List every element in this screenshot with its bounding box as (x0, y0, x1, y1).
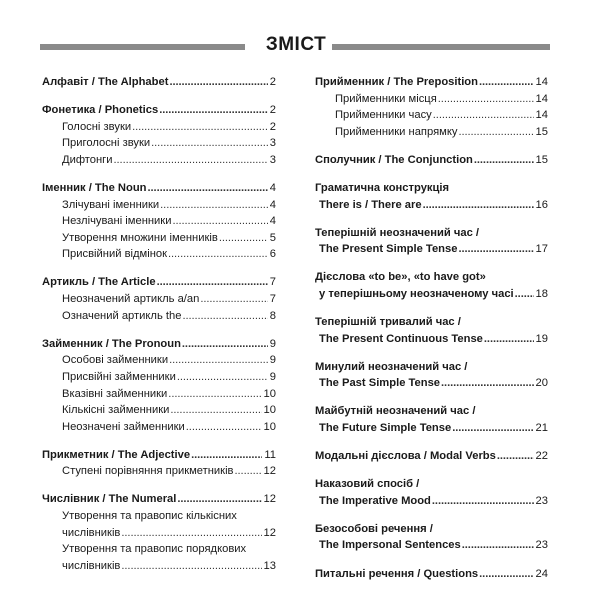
page-number: 2 (269, 104, 276, 117)
toc-entry-title: Фонетика / Phonetics (42, 104, 159, 117)
toc-section (42, 180, 276, 263)
toc-section (315, 359, 548, 392)
page-number: 12 (263, 465, 276, 478)
page-number: 13 (263, 559, 276, 572)
toc-entry-title: числівників (62, 559, 121, 572)
toc-section (315, 403, 548, 436)
toc-entry-title: Неозначені займенники (62, 420, 185, 433)
toc-entry[interactable] (42, 102, 276, 119)
toc-entry-title: Іменник / The Noun (42, 181, 147, 194)
dot-leader (432, 493, 534, 510)
dot-leader (177, 369, 268, 386)
dot-leader (114, 152, 268, 169)
toc-subentry[interactable] (315, 124, 548, 141)
toc-entry-title: Кількісні займенники (62, 404, 170, 417)
toc-entry[interactable] (42, 447, 276, 464)
page-number: 17 (535, 243, 548, 256)
toc-entry-title: Займенник / The Pronoun (42, 337, 181, 350)
toc-entry-title: The Past Simple Tense (319, 377, 441, 390)
toc-entry[interactable] (315, 566, 548, 583)
toc-entry-title: у теперішньому неозначеному часі (319, 287, 514, 300)
dot-leader (121, 558, 261, 575)
toc-entry-title-line: Граматична конструкція (315, 181, 450, 194)
toc-subentry[interactable] (42, 558, 276, 575)
toc-entry-title: There is / There are (319, 198, 422, 211)
toc-column-left (42, 74, 276, 586)
toc-entry-title: The Impersonal Sentences (319, 539, 461, 552)
dot-leader (186, 419, 262, 436)
toc-entry-title: Прийменники місця (335, 92, 437, 105)
page-number: 4 (269, 215, 276, 228)
page-number: 21 (535, 422, 548, 434)
toc-entry[interactable] (315, 375, 548, 392)
page-number: 2 (269, 76, 276, 88)
toc-entry-title: The Present Simple Tense (319, 243, 458, 256)
page-number: 10 (263, 420, 276, 433)
dot-leader (182, 308, 267, 325)
toc-entry-title: Вказівні займенники (62, 387, 168, 400)
page-number: 15 (535, 153, 548, 166)
toc-entry[interactable] (315, 241, 548, 258)
toc-entry-title: Прийменник / The Preposition (315, 76, 478, 88)
dot-leader (452, 420, 533, 437)
toc-entry-title: Прийменники часу (335, 109, 432, 122)
toc-section (42, 491, 276, 574)
dot-leader (157, 274, 268, 291)
toc-entry-title: Сполучник / The Conjunction (315, 153, 473, 166)
toc-subentry[interactable] (42, 119, 276, 136)
page-number: 4 (269, 198, 276, 211)
toc-subentry[interactable] (42, 419, 276, 436)
dot-leader (235, 463, 262, 480)
page-number: 9 (269, 337, 276, 350)
page-number: 10 (263, 387, 276, 400)
dot-leader (462, 537, 534, 554)
dot-leader (132, 119, 268, 136)
toc-section (315, 476, 548, 509)
toc-subentry[interactable] (42, 308, 276, 325)
toc-entry[interactable] (315, 197, 548, 214)
toc-section (315, 269, 548, 302)
page-title: ЗМІСТ (265, 34, 327, 55)
dot-leader (168, 246, 268, 263)
toc-section (42, 336, 276, 436)
toc-section (315, 521, 548, 554)
toc-section (315, 152, 548, 169)
page-number: 16 (535, 198, 548, 211)
toc-entry-title: Ступені порівняння прикметників (62, 465, 234, 478)
page-number: 7 (269, 276, 276, 289)
toc-entry-title: Утворення множини іменників (62, 231, 218, 244)
toc-entry-title: Приголосні звуки (62, 137, 151, 150)
toc-entry-title-line: Утворення та правопис кількісних (62, 510, 237, 523)
page-number: 18 (535, 287, 548, 300)
toc-subentry[interactable] (42, 246, 276, 263)
page-number: 4 (269, 181, 276, 194)
page-number: 6 (269, 248, 276, 261)
page-number: 23 (535, 539, 548, 552)
page-number: 14 (535, 109, 548, 122)
toc-section (42, 74, 276, 91)
toc-subentry[interactable] (42, 135, 276, 152)
page-number: 3 (269, 137, 276, 150)
header-rule-left (40, 44, 245, 50)
toc-section (315, 225, 548, 258)
toc-subentry[interactable] (42, 352, 276, 369)
toc-entry-title: Прийменники напрямку (335, 125, 458, 138)
toc-entry-title: Особові займенники (62, 354, 169, 367)
toc-entry-title: Незлічувані іменники (62, 215, 172, 228)
dot-leader (458, 241, 533, 258)
toc-entry-title: Неозначений артикль a/an (62, 293, 200, 306)
toc-section (315, 180, 548, 213)
dot-leader (474, 152, 534, 169)
dot-leader (219, 230, 268, 247)
page-number: 20 (535, 377, 548, 390)
toc-entry[interactable] (315, 420, 548, 437)
page-number: 15 (535, 125, 548, 138)
toc-entry-title-line: Теперішній тривалий час / (315, 316, 461, 329)
dot-leader (479, 74, 534, 91)
toc-entry[interactable] (315, 537, 548, 554)
page-number: 9 (269, 370, 276, 383)
dot-leader (433, 107, 534, 124)
dot-leader (148, 180, 268, 197)
page-number: 12 (263, 493, 276, 506)
page-number: 8 (269, 309, 276, 322)
contents-header (40, 32, 550, 60)
toc-entry-title: числівників (62, 526, 121, 539)
toc-subentry[interactable] (42, 291, 276, 308)
toc-entry-title-line: Безособові речення / (315, 522, 433, 535)
page-number: 22 (535, 450, 548, 463)
toc-entry[interactable] (42, 180, 276, 197)
toc-section (315, 74, 548, 140)
dot-leader (497, 448, 534, 465)
dot-leader (458, 124, 533, 141)
toc-entry[interactable] (315, 286, 548, 303)
dot-leader (438, 91, 534, 108)
toc-entry-title: The Imperative Mood (319, 494, 431, 507)
dot-leader (121, 525, 261, 542)
toc-entry[interactable] (315, 331, 548, 348)
dot-leader (160, 197, 268, 214)
page-number: 19 (535, 332, 548, 345)
dot-leader (172, 213, 267, 230)
toc-entry-title-line: Минулий неозначений час / (315, 360, 468, 373)
toc-entry-title: Питальні речення / Questions (315, 567, 479, 580)
toc-subentry[interactable] (42, 369, 276, 386)
dot-leader (170, 402, 261, 419)
page-number: 11 (264, 448, 276, 461)
dot-leader (159, 102, 268, 119)
page-number: 7 (269, 293, 276, 306)
page-number: 14 (535, 92, 548, 105)
page-number: 23 (535, 494, 548, 507)
dot-leader (151, 135, 268, 152)
toc-entry[interactable] (315, 152, 548, 169)
page-number: 9 (269, 354, 276, 367)
toc-entry[interactable] (42, 491, 276, 508)
dot-leader (423, 197, 534, 214)
toc-entry-title: Присвійні займенники (62, 370, 176, 383)
toc-entry-title-line: Теперішній неозначений час / (315, 226, 480, 239)
toc-entry-title: Голосні звуки (62, 120, 132, 133)
toc-section (42, 447, 276, 480)
dot-leader (182, 336, 268, 353)
toc-entry-title-line: Утворення та правопис порядкових (62, 543, 247, 556)
toc-entry-title-line: Дієслова «to be», «to have got» (315, 271, 486, 284)
toc-subentry[interactable] (315, 91, 548, 108)
toc-entry[interactable] (315, 448, 548, 465)
dot-leader (191, 447, 262, 464)
toc-entry-title-line: Наказовий спосіб / (315, 478, 420, 491)
page-number: 5 (269, 231, 276, 244)
toc-subentry[interactable] (42, 230, 276, 247)
dot-leader (441, 375, 534, 392)
dot-leader (479, 566, 533, 583)
toc-section (315, 566, 548, 583)
toc-subentry[interactable] (42, 213, 276, 230)
toc-subentry[interactable] (42, 525, 276, 542)
toc-entry-title: Прикметник / The Adjective (42, 448, 191, 461)
dot-leader (169, 74, 267, 91)
header-rule-right (332, 44, 550, 50)
toc-entry-title: Означений артикль the (62, 309, 182, 322)
page-number: 3 (269, 153, 276, 166)
toc-entry-title: Числівник / The Numeral (42, 493, 177, 506)
toc-section (42, 102, 276, 168)
toc-entry-title: The Present Continuous Tense (319, 332, 483, 345)
toc-entry[interactable] (315, 493, 548, 510)
toc-subentry[interactable] (42, 463, 276, 480)
toc-entry[interactable] (42, 336, 276, 353)
page-number: 2 (269, 120, 276, 133)
page-number: 24 (535, 567, 548, 580)
toc-subentry[interactable] (42, 152, 276, 169)
toc-subentry[interactable] (42, 402, 276, 419)
toc-section (42, 274, 276, 324)
page-number: 14 (535, 76, 548, 88)
toc-section (315, 314, 548, 347)
toc-entry-title: Дифтонги (62, 153, 113, 166)
toc-column-right (315, 74, 548, 594)
dot-leader (168, 386, 261, 403)
toc-entry-title: Присвійний відмінок (62, 248, 167, 261)
dot-leader (200, 291, 267, 308)
dot-leader (515, 286, 534, 303)
dot-leader (169, 352, 268, 369)
dot-leader (484, 331, 534, 348)
toc-subentry[interactable] (315, 107, 548, 124)
toc-entry[interactable] (42, 274, 276, 291)
toc-section (315, 448, 548, 465)
toc-entry-title: Злічувані іменники (62, 198, 160, 211)
toc-subentry[interactable] (42, 197, 276, 214)
toc-entry-title: Артикль / The Article (42, 276, 156, 289)
toc-subentry[interactable] (42, 386, 276, 403)
toc-entry-title: The Future Simple Tense (319, 422, 452, 434)
dot-leader (177, 491, 261, 508)
page-number: 10 (263, 404, 276, 417)
page-number: 12 (263, 526, 276, 539)
toc-entry-title: Алфавіт / The Alphabet (42, 76, 169, 88)
toc-entry[interactable] (42, 74, 276, 91)
toc-entry-title-line: Майбутній неозначений час / (315, 405, 476, 418)
toc-entry-title: Модальні дієслова / Modal Verbs (315, 450, 496, 463)
toc-entry[interactable] (315, 74, 548, 91)
